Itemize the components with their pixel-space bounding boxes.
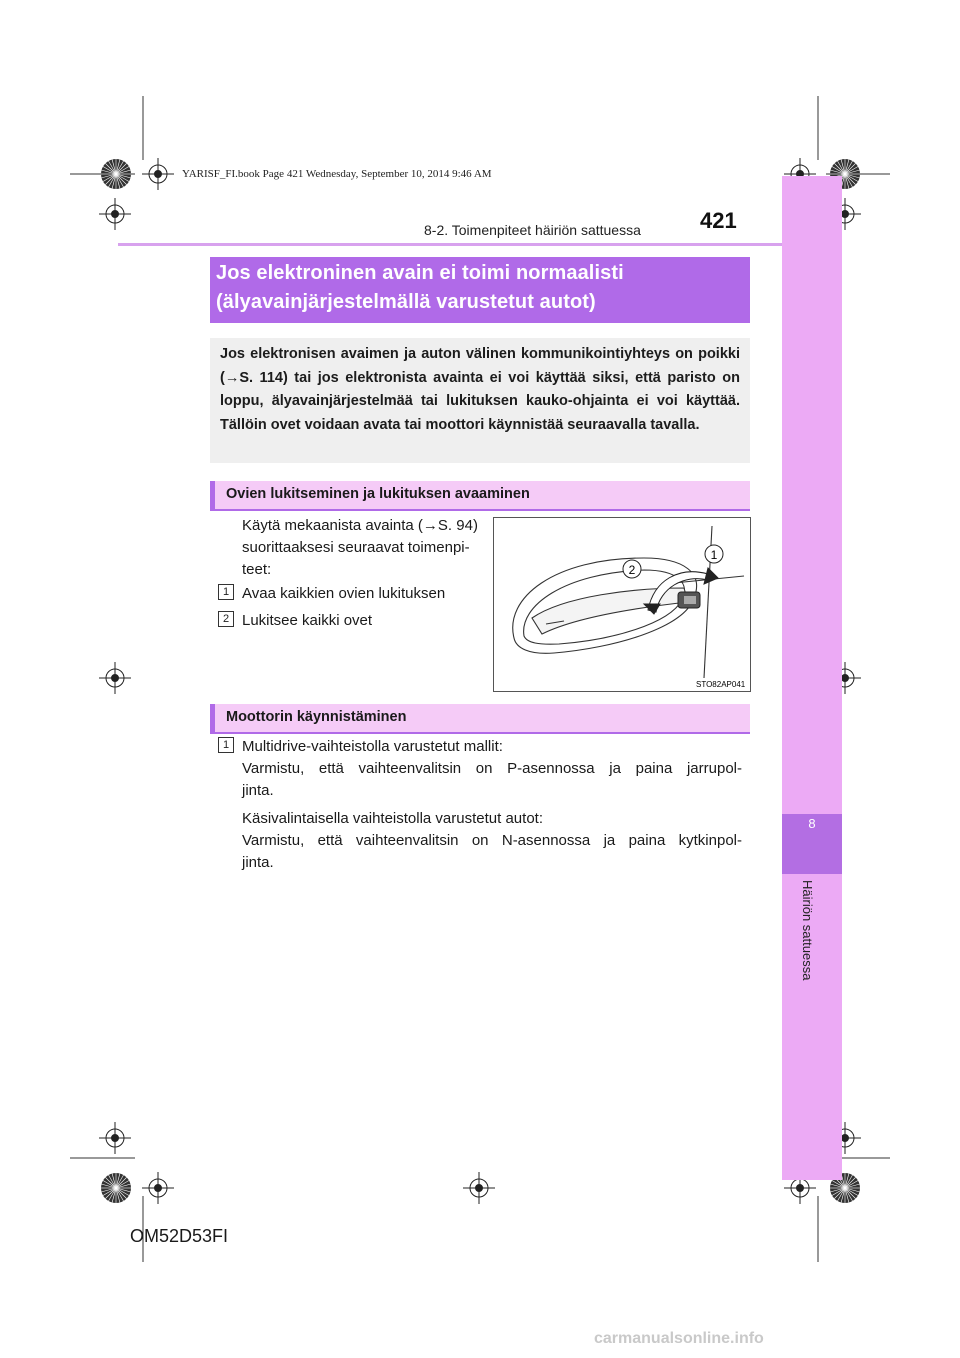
chapter-title: Häiriön sattuessa [800, 880, 815, 981]
book-stamp: YARISF_FI.book Page 421 Wednesday, September 10, 2014 9:46 AM [182, 168, 492, 180]
step-number-2: 2 [218, 611, 234, 627]
section-header: 8-2. Toimenpiteet häiriön sattuessa [424, 222, 641, 238]
locks-text-line-3: teet: [242, 561, 272, 578]
step-number-1: 1 [218, 584, 234, 600]
door-handle-illustration [494, 518, 750, 691]
step-text-unlock: Avaa kaikkien ovien lukituksen [242, 585, 446, 602]
crosshair-mark [99, 198, 131, 230]
page-number: 421 [700, 208, 737, 233]
engine-step-number: 1 [218, 737, 234, 753]
sunburst-mark [101, 1173, 131, 1203]
engine-p2-line-2: Varmistu, että vaihteenvalitsin on N-asennossa ja paina kytkinpol- [242, 832, 742, 849]
locks-text-line-2: suorittaaksesi seuraavat toimenpi- [242, 539, 470, 556]
figure-callout-2: 2 [628, 563, 636, 577]
step-text-lock: Lukitsee kaikki ovet [242, 612, 373, 629]
engine-p1-line-1: Multidrive-vaihteistolla varustetut mallit: [242, 738, 503, 755]
engine-p1-line-2: Varmistu, että vaihteenvalitsin on P-asennossa ja paina jarrupol- [242, 760, 742, 777]
engine-p2-line-3: jinta. [242, 854, 274, 871]
sunburst-mark [101, 159, 131, 189]
chapter-number: 8 [808, 816, 816, 831]
side-tab [782, 176, 842, 1180]
title-line-1: Jos elektroninen avain ei toimi normaalisti [216, 262, 624, 284]
crosshair-mark [99, 1122, 131, 1154]
footer-code: OM52D53FI [130, 1226, 229, 1246]
header-rule [118, 243, 782, 246]
crosshair-mark [463, 1172, 495, 1204]
engine-p1-line-3: jinta. [242, 782, 274, 799]
engine-p2-line-1: Käsivalintaisella vaihteistolla varustetut autot: [242, 810, 543, 827]
section-heading-engine: Moottorin käynnistäminen [210, 704, 750, 734]
crosshair-mark [99, 662, 131, 694]
watermark: carmanualsonline.info [594, 1330, 764, 1347]
figure-callout-1: 1 [710, 548, 718, 562]
section-heading-locks: Ovien lukitseminen ja lukituksen avaaminen [210, 481, 750, 511]
figure-code: STO82AP041 [696, 680, 746, 689]
door-handle-figure [493, 517, 751, 692]
crosshair-mark [142, 1172, 174, 1204]
locks-text-line-1: Käytä mekaanista avainta (→S. 94) [242, 517, 478, 534]
title-line-2: (älyavainjärjestelmällä varustetut autot) [216, 291, 596, 313]
intro-text: Jos elektronisen avaimen ja auton välinen kommunikointiyhteys on poikki (→S. 114) tai jos elektronista avainta ei voi käyttää siksi, että paristo on loppu, älyavainjärjestelmää tai lukituksen kauko-ohjainta ei voi käyttää. Tällöin ovet voidaan avata tai moottori käynnistää seuraavalla tavalla. [220, 346, 740, 433]
crosshair-mark [142, 158, 174, 190]
